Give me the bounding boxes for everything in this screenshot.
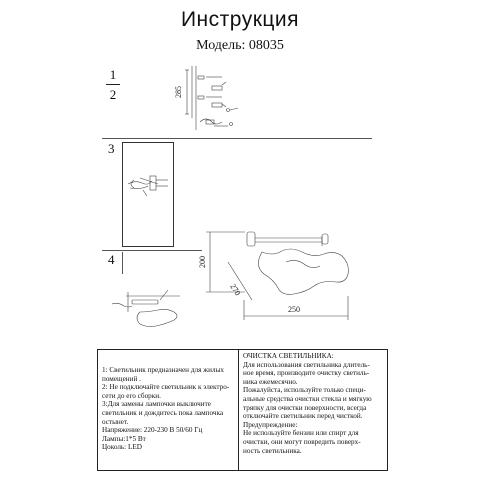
cleaning-line: Для использования светильника длитель-	[243, 360, 370, 369]
spec-line: помещений .	[102, 374, 141, 383]
width-dimension-label: 250	[288, 305, 300, 314]
cleaning-line: отключайте светильник перед чисткой.	[243, 412, 363, 421]
cleaning-panel	[238, 349, 388, 471]
height-dimension-label: 200	[198, 256, 207, 268]
cleaning-heading: ОЧИСТКА СВЕТИЛЬНИКА:	[243, 352, 334, 360]
step-1-number: 1	[109, 67, 117, 82]
spec-line: 2: Не подключайте светильник к электро-	[102, 383, 230, 392]
cleaning-line: Пожалуйста, используйте только специ-	[243, 386, 366, 395]
mount-dimension-label: 285	[174, 86, 183, 98]
cleaning-line: ника ежемесячно.	[243, 377, 298, 386]
warning-line: ность светильника.	[243, 446, 302, 455]
step-3-number: 3	[108, 141, 115, 156]
spec-line: остынет.	[102, 417, 129, 426]
spec-line: Напряжение: 220-230 В 50/60 Гц	[102, 426, 203, 435]
warning-line: очистки, они могут повредить поверх-	[243, 437, 361, 446]
spec-line: 3:Для замены лампочки выключите	[102, 400, 211, 409]
spec-line: сети до его сборки.	[102, 391, 161, 400]
step-4-number: 4	[108, 252, 115, 267]
cleaning-line: ное время, производите очистку светиль-	[243, 369, 370, 378]
cleaning-line: альные средства очистки стекла и мягкую	[243, 394, 372, 403]
warning-heading: Предупреждение:	[243, 420, 298, 429]
spec-line: Цоколь: LED	[102, 443, 142, 452]
page-title: Инструкция	[180, 8, 300, 31]
model-number: Модель: 08035	[196, 38, 284, 53]
mounting-diagram	[185, 66, 238, 130]
specifications-panel	[97, 349, 238, 471]
depth-dimension-label: 270	[228, 282, 243, 298]
cleaning-line: тряпку для очистки поверхности, всегда	[243, 403, 367, 412]
spec-line: светильник и дождитесь пока лампочка	[102, 408, 224, 417]
step-2-number: 2	[109, 87, 117, 102]
wiring-diagram	[128, 176, 168, 196]
spec-line: Лампы:1*5 Вт	[102, 434, 146, 443]
warning-line: Не используйте бензин или спирт для	[243, 429, 359, 438]
lamp-dimension-drawing	[206, 232, 348, 320]
spec-line: 1: Светильник предназначен для жилых	[102, 366, 224, 374]
installation-diagram	[112, 290, 180, 327]
